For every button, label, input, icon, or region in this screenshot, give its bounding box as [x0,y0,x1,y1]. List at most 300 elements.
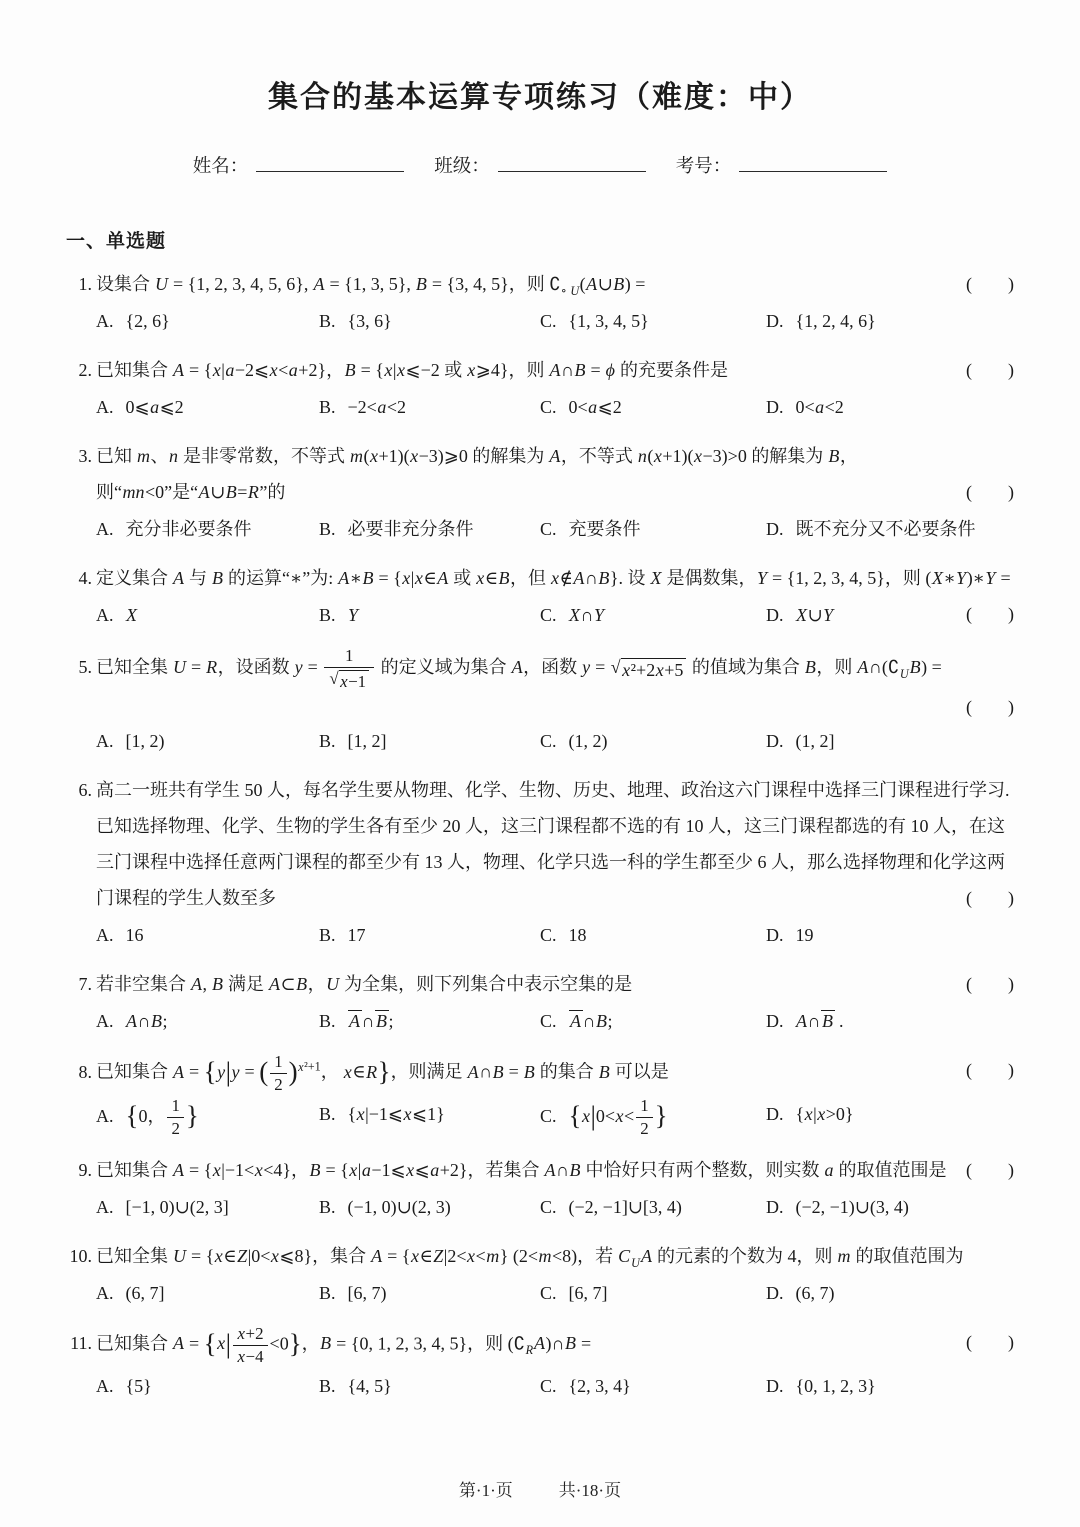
math-variable: x [370,446,378,466]
math-variable: U [899,666,909,681]
sqrt-body: x−1 [339,670,370,692]
option-item [96,511,319,547]
math-variable: A [371,1245,383,1266]
overline-expression [569,1010,583,1031]
math-variable: B [320,1333,332,1354]
question-number: 1. [78,274,92,294]
math-variable: U [570,283,580,298]
question-item [66,1052,1014,1139]
math-variable: x [655,660,664,681]
options-row [96,1368,1014,1404]
math-variable: A [191,974,202,995]
option-item [540,723,766,759]
math-variable: X [126,605,137,625]
math-variable: a [824,1159,834,1180]
math-variable: A [573,568,585,588]
math-variable: Y [348,605,359,625]
math-variable: R [206,657,218,678]
option-content: (6, 7) [795,1282,835,1303]
math-variable: B [574,360,586,380]
fraction-numerator: 1 [270,1052,286,1074]
option-item [766,303,1014,339]
math-variable: m [350,446,363,466]
option-item [319,1003,540,1039]
overline-expression [375,1010,389,1031]
option-content: 18 [568,925,587,946]
question-number: 7. [78,974,92,995]
option-label: D. [766,731,784,752]
option-label: A. [96,925,114,946]
subscript: ∘ U [560,283,580,298]
fraction-numerator: 1 [636,1096,652,1118]
option-item [766,1096,1014,1139]
option-item [540,1096,766,1139]
question-number: 3. [78,446,92,466]
math-variable: x [653,446,662,466]
math-variable: a [225,360,235,380]
option-label: B. [319,397,336,417]
math-variable: n [637,446,647,466]
math-variable: x [467,1245,476,1266]
option-content: 0⩽a⩽2 [125,397,184,417]
question-number: 9. [78,1159,92,1180]
options-row [96,511,1014,547]
math-variable: B [362,568,374,588]
option-item [319,303,540,339]
page-number: 第·1·页 [458,1481,513,1500]
math-variable: U [173,657,186,678]
answer-bracket: ( ) [966,274,1014,294]
math-variable: X [650,568,662,588]
big-delimiter: { [203,1056,217,1087]
math-variable: A [544,1159,556,1180]
exam-no-field [676,152,888,178]
option-content: {0, 1, 2, 3} [795,1375,876,1396]
radical-icon: √ [610,657,621,678]
question-stem: 3. 已知 m、n 是非零常数，不等式 m(x+1)(x−3)⩾0 的解集为 A，不等式 n(x+1)(x−3)>0 的解集为 B，则“mn<0”是“A∪B=R”的 ( ) [96,438,1014,510]
question-item [66,772,1014,953]
questions-list [66,266,1014,1404]
big-delimiter: { [125,1100,139,1131]
math-variable: B [596,1011,608,1032]
question-item [66,646,1014,759]
option-label: A. [96,1282,114,1303]
subscript [899,667,909,681]
option-content: A∩B; [349,1011,394,1032]
options-row [96,389,1014,425]
math-variable: x [269,360,278,380]
math-variable: A [269,974,280,995]
option-item [540,1003,766,1039]
exam-no-blank [739,152,887,172]
option-label: C. [540,1105,557,1126]
question-item [66,966,1014,1039]
option-content: (1, 2) [568,731,608,752]
option-label: A. [96,1011,114,1032]
math-variable: B [151,1011,162,1032]
math-variable: A [857,657,869,678]
math-variable: m [538,1245,552,1266]
option-item [540,511,766,547]
option-label: D. [766,397,784,417]
math-variable: B [523,1061,535,1082]
option-label: C. [540,397,557,417]
option-content: 16 [125,925,144,946]
math-variable: A [586,274,598,294]
fraction [167,1096,183,1139]
option-label: C. [540,731,557,752]
question-stem: 7. 若非空集合 A, B 满足 A⊂B，U 为全集，则下列集合中表示空集的是 ( ) [96,966,1014,1002]
fraction [233,1324,268,1367]
big-delimiter: } [288,1328,302,1359]
options-row [96,1275,1014,1311]
math-variable: x [414,568,423,588]
math-variable: mn [122,482,145,502]
option-label: D. [766,1375,784,1396]
option-item [766,511,1014,547]
option-content: [1, 2) [125,731,165,752]
option-content: {2, 3, 4} [568,1375,631,1396]
option-item [766,917,1014,953]
math-variable: x [406,1159,415,1180]
option-label: A. [96,397,114,417]
math-variable: x [615,1105,624,1126]
option-item [766,1275,1014,1311]
math-variable: n [169,446,178,466]
option-content: 必要非充分条件 [347,519,474,539]
option-content: 17 [347,925,366,946]
big-delimiter: } [654,1100,668,1131]
math-variable: y [582,657,591,678]
option-label: C. [540,925,557,946]
math-variable: B [212,568,223,588]
page-total: 共·18·页 [558,1481,622,1500]
option-label: A. [96,605,114,625]
math-variable: x [622,660,631,681]
option-label: C. [540,519,557,539]
math-variable: x [402,568,411,588]
option-item [319,917,540,953]
math-variable: A [534,1333,546,1354]
math-variable: x [298,1059,304,1074]
math-variable: x [237,1346,246,1366]
option-item [540,597,766,633]
options-row [96,723,1014,759]
math-variable: B [613,274,625,294]
option-item [540,1275,766,1311]
superscript: x²+1 [298,1059,321,1074]
answer-bracket: ( ) [966,1060,1014,1081]
worksheet-content [0,72,1080,1404]
math-variable: a [150,397,160,417]
option-content: 0<a⩽2 [568,397,622,417]
math-variable: x [343,1061,352,1082]
math-variable: a [361,1159,371,1180]
math-variable: B [598,568,610,588]
fraction-denominator: 2 [274,1075,283,1095]
option-item [96,597,319,633]
fraction-denominator: 2 [171,1118,180,1138]
option-label: D. [766,1104,784,1124]
math-variable: A [173,1159,184,1180]
question-number: 10. [69,1245,92,1266]
option-content: (−2, −1]∪[3, 4) [568,1196,682,1217]
math-variable: A [467,1061,479,1082]
math-variable: Y [594,605,605,625]
math-variable: x [349,1159,358,1180]
option-item [766,1189,1014,1225]
option-label: A. [96,311,114,331]
option-label: B. [319,519,336,539]
math-variable: X [796,605,807,625]
option-item [540,303,766,339]
big-delimiter: } [377,1056,391,1087]
question-item [66,1152,1014,1225]
math-variable: B [828,446,840,466]
big-delimiter: } [185,1100,199,1131]
big-delimiter: | [225,1328,232,1359]
option-content: {x|−1⩽x⩽1} [347,1104,445,1124]
math-variable: A [349,1011,361,1032]
math-variable: a [430,1159,440,1180]
math-variable: x [217,1333,226,1354]
option-item [96,1275,319,1311]
option-label: C. [540,311,557,331]
option-content: [−1, 0)∪(2, 3] [125,1196,229,1217]
math-variable: Y [985,568,996,588]
option-label: C. [540,1196,557,1217]
option-label: D. [766,1011,784,1032]
math-variable: U [631,1255,641,1270]
option-content: (−2, −1)∪(3, 4) [795,1196,909,1217]
math-variable: A [173,360,184,380]
option-item [319,1368,540,1404]
exam-no-label: 考号： [675,157,732,177]
math-variable: B [598,1061,610,1082]
answer-bracket: ( ) [966,360,1014,380]
math-variable: C [618,1245,631,1266]
option-label: D. [766,1196,784,1217]
big-delimiter: | [590,1100,596,1131]
math-variable: A [570,1011,582,1032]
math-variable: ϕ [605,360,615,380]
math-variable: x [581,1105,590,1126]
math-variable: B [569,1159,581,1180]
option-content: 19 [795,925,814,946]
math-variable: B [909,657,921,678]
option-item [319,723,540,759]
question-item [66,352,1014,425]
option-label: A. [96,1196,114,1217]
option-item [319,1275,540,1311]
option-label: B. [319,1375,336,1396]
math-variable: A [313,274,325,294]
option-content: {x|0<x< $\frac{1}{2}$ } [568,1096,668,1138]
option-item [540,917,766,953]
option-label: A. [96,519,114,539]
option-content: X∩Y [569,605,605,625]
page-title: 集合的基本运算专项练习（难度：中） [268,81,812,114]
option-item [96,723,319,759]
math-variable: A [549,360,561,380]
option-label: C. [540,605,557,625]
options-row [96,1096,1014,1139]
option-content: {x|x>0} [795,1104,854,1124]
option-item [319,511,540,547]
option-label: C. [540,1375,557,1396]
math-variable: x [212,360,221,380]
math-variable: y [231,1061,240,1082]
options-row [96,597,966,633]
question-item [66,1324,1014,1404]
answer-bracket: ( ) [966,974,1014,995]
fraction-numerator: x+2 [233,1324,268,1346]
question-number: 2. [78,360,92,380]
math-variable: B [376,1011,388,1032]
option-content: {2, 6} [125,311,170,331]
option-content: 充要条件 [568,519,641,539]
math-variable: m [137,446,150,466]
math-variable: A [437,568,449,588]
math-variable: x [237,1323,246,1343]
fraction-numerator: 1 [167,1096,183,1118]
math-variable: R [247,482,259,502]
math-variable: U [173,1245,186,1266]
option-content: {4, 5} [347,1375,392,1396]
option-content: 既不充分又不必要条件 [795,519,976,539]
answer-bracket: ( ) [966,697,1014,718]
math-variable: y [217,1061,226,1082]
option-content: −2<a<2 [347,397,406,417]
option-label: D. [766,605,784,625]
option-item [540,1189,766,1225]
math-variable: B [804,657,816,678]
option-item [766,389,1014,425]
option-item [96,1003,319,1039]
math-variable: x [476,568,485,588]
math-variable: x [410,446,419,466]
math-variable: A [126,1011,137,1032]
math-variable: x [694,446,703,466]
question-number: 8. [78,1061,92,1082]
math-variable: x [410,1245,419,1266]
math-variable: x [212,1159,221,1180]
math-variable: B [296,974,308,995]
math-variable: A [173,1333,184,1354]
option-label: D. [766,519,784,539]
option-item [766,597,966,633]
math-variable: y [294,657,303,678]
class-field [434,152,676,178]
option-item [96,1096,319,1139]
option-content: {5} [125,1375,152,1396]
overline-expression [348,1010,362,1031]
math-variable: x [214,1245,223,1266]
option-item [319,1189,540,1225]
option-label: B. [319,1196,336,1217]
big-delimiter: { [203,1328,217,1359]
options-row [96,917,1014,953]
question-stem: 4. 定义集合 A 与 B 的运算“∗”为: A∗B = {x|x∈A 或 x∈B，但 x∉A∩B}. 设 X 是偶数集，Y = {1, 2, 3, 4, 5}，则 (X∗Y)∗Y = ( ) [96,560,1014,596]
question-stem: 8. 已知集合 A = {y|y = ( $\frac{1}{2}$ )$^{x^2+1}$， x∈R}，则满足 A∩B = B 的集合 B 可以是 ( ) [96,1052,1014,1095]
option-content: A∩B; [570,1011,613,1032]
option-item [319,389,540,425]
math-variable: x [384,360,393,380]
subscript [631,1256,641,1270]
option-item [766,723,1014,759]
question-stem: 10. 已知全集 U = {x∈Z|0<x⩽8}，集合 A = {x∈Z|2<x<m} (2<m<8)，若 $C_UA$ 的元素的个数为 4，则 m 的取值范围为 [96,1238,1014,1274]
math-variable: A [511,657,523,678]
option-content: X∪Y [796,605,834,625]
fraction-denominator [324,668,374,692]
option-content [348,605,359,625]
sqrt-expression [611,658,687,682]
question-item [66,560,1014,633]
question-number: 11. [70,1333,92,1354]
math-variable: A [796,1011,807,1032]
math-variable: x [804,1104,813,1124]
option-label: A. [96,1375,114,1396]
option-label: D. [766,925,784,946]
option-content: {1, 2, 4, 6} [795,311,876,331]
option-content: A∩B . [796,1011,844,1032]
option-item [540,1368,766,1404]
option-label: C. [540,1282,557,1303]
math-variable: a [377,397,387,417]
option-content: (6, 7] [125,1282,165,1303]
student-info-row [66,152,1014,178]
option-content: [6, 7) [347,1282,387,1303]
option-content: [1, 2] [347,731,387,752]
answer-bracket: ( ) [966,604,1014,624]
class-label: 班级： [434,157,490,177]
option-item [96,917,319,953]
question-item [66,266,1014,339]
math-variable: a [588,397,598,417]
name-blank [256,152,404,172]
option-item [96,1189,319,1225]
radical-icon: √ [329,668,339,688]
math-variable: B [225,482,237,502]
question-stem: 2. 已知集合 A = {x|a−2⩽x<a+2}，B = {x|x⩽−2 或 x⩾4}，则 A∩B = ϕ 的充要条件是 ( ) [96,352,1014,388]
option-label: B. [319,605,336,625]
question-number: 4. [78,568,92,588]
options-row [96,1189,1014,1225]
math-variable: A [641,1245,653,1266]
big-delimiter: { [568,1100,582,1131]
option-label: D. [766,1282,784,1303]
math-variable: A [198,482,210,502]
sqrt-body: x²+2x+5 [621,658,687,682]
math-variable: Z [433,1245,444,1266]
option-label: B. [319,1282,336,1303]
option-label: B. [319,1104,336,1124]
option-item [766,1003,1014,1039]
answer-bracket: ( ) [966,1331,1014,1352]
overline-expression [821,1010,835,1031]
math-variable: Y [823,605,834,625]
page-footer [0,1476,1080,1501]
math-variable: x [356,1104,365,1124]
math-variable: x [551,568,560,588]
math-variable: x [270,1245,279,1266]
option-item [96,303,319,339]
math-variable: A [173,568,184,588]
class-blank [498,152,646,172]
question-number: 5. [78,657,92,678]
option-label: B. [319,731,336,752]
option-item [96,389,319,425]
